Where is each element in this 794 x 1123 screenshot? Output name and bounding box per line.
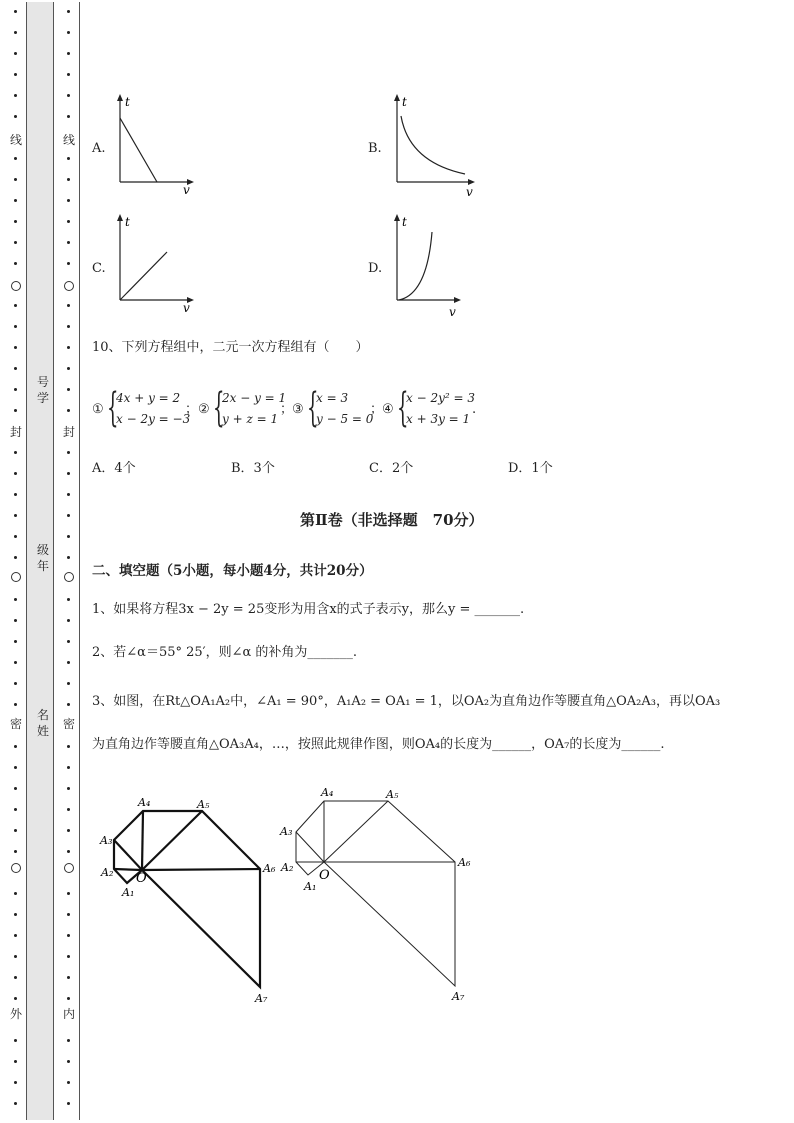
binding-dot bbox=[14, 1102, 17, 1105]
part-2-title: 第Ⅱ卷（非选择题 70分） bbox=[300, 511, 484, 529]
binding-dot bbox=[14, 262, 17, 265]
fig2-label-a1: A₁ bbox=[304, 880, 317, 893]
binding-dot bbox=[14, 241, 17, 244]
system-4-eq2: x + 3y = 1 bbox=[406, 412, 471, 426]
graph-c-xlabel: v bbox=[183, 301, 190, 315]
question-10-option-c: C．2个 bbox=[369, 461, 414, 476]
binding-dot bbox=[67, 52, 70, 55]
system-1-eq2: x − 2y = −3 bbox=[116, 412, 191, 426]
binding-dot bbox=[67, 31, 70, 34]
graph-b-xlabel: v bbox=[466, 185, 473, 199]
field-grade: 级年 bbox=[36, 543, 49, 573]
system-2-eq2: y + z = 1 bbox=[222, 412, 279, 426]
graph-c bbox=[110, 212, 200, 322]
fig2-label-a3: A₃ bbox=[280, 825, 293, 838]
binding-dot bbox=[14, 766, 17, 769]
graph-d-curve bbox=[399, 232, 432, 300]
graph-c-curve bbox=[120, 252, 167, 300]
system-4-number: ④ bbox=[382, 402, 394, 417]
binding-dot bbox=[67, 619, 70, 622]
fig2-label-a7: A₇ bbox=[452, 990, 465, 1003]
system-1-brace: { bbox=[107, 385, 119, 431]
fig1-label-a1: A₁ bbox=[122, 886, 135, 899]
binding-dot bbox=[14, 199, 17, 202]
system-4-eq1: x − 2y² = 3 bbox=[406, 391, 475, 405]
system-1-number: ① bbox=[92, 402, 104, 417]
inner-char-3: 密 bbox=[62, 717, 75, 731]
binding-dot bbox=[14, 850, 17, 853]
binding-dot bbox=[67, 409, 70, 412]
binding-dot bbox=[14, 304, 17, 307]
binding-dot bbox=[14, 1060, 17, 1063]
fig1-label-a3: A₃ bbox=[100, 834, 113, 847]
binding-dot bbox=[67, 115, 70, 118]
binding-dot bbox=[14, 745, 17, 748]
system-2-brace: { bbox=[213, 385, 225, 431]
fill-question-3-line-1: 3、如图，在Rt△OA₁A₂中，∠A₁ = 90°，A₁A₂ = OA₁ = 1，以OA₂为直角边作等腰直角△OA₂A₃，再以OA₃ bbox=[92, 694, 721, 709]
binding-dot bbox=[14, 220, 17, 223]
fig1-label-o: O bbox=[136, 871, 147, 886]
spiral-figure-bold bbox=[90, 790, 293, 1005]
graph-c-ylabel: t bbox=[125, 215, 130, 229]
question-10-option-a: A．4个 bbox=[92, 461, 136, 476]
binding-dot bbox=[14, 346, 17, 349]
binding-dot bbox=[67, 766, 70, 769]
binding-dot bbox=[67, 703, 70, 706]
binding-dot bbox=[14, 514, 17, 517]
section-2-title: 二、填空题（5小题，每小题4分，共计20分） bbox=[92, 563, 373, 579]
fig1-label-a5: A₅ bbox=[197, 798, 210, 811]
outer-char-1: 线 bbox=[9, 133, 22, 147]
binding-dot bbox=[67, 199, 70, 202]
binding-dot bbox=[14, 367, 17, 370]
graph-a-ylabel: t bbox=[125, 95, 130, 109]
fig1-label-a6: A₆ bbox=[263, 862, 276, 875]
spiral-figure-thin bbox=[276, 780, 486, 1005]
binding-dot bbox=[67, 913, 70, 916]
graph-option-a-letter: A. bbox=[92, 141, 106, 156]
binding-dot bbox=[67, 745, 70, 748]
binding-dot bbox=[67, 892, 70, 895]
inner-char-4: 内 bbox=[62, 1007, 75, 1021]
fig1-label-a4: A₄ bbox=[138, 796, 151, 809]
binding-dot bbox=[14, 934, 17, 937]
binding-dot bbox=[67, 157, 70, 160]
graph-option-b-letter: B. bbox=[368, 141, 382, 156]
graph-d-xlabel: v bbox=[449, 305, 456, 319]
binding-hole bbox=[64, 572, 74, 582]
binding-dot bbox=[14, 472, 17, 475]
binding-dot bbox=[14, 73, 17, 76]
binding-dot bbox=[67, 241, 70, 244]
fig1-label-a2: A₂ bbox=[101, 866, 114, 879]
graph-a-curve bbox=[120, 118, 157, 182]
fig2-label-a2: A₂ bbox=[281, 861, 294, 874]
fig2-label-a6: A₆ bbox=[458, 856, 471, 869]
graph-option-c-letter: C. bbox=[92, 261, 106, 276]
binding-dot bbox=[14, 388, 17, 391]
graph-a-xlabel: v bbox=[183, 183, 190, 197]
binding-dot bbox=[14, 619, 17, 622]
binding-dot bbox=[14, 10, 17, 13]
question-10-option-d: D．1个 bbox=[508, 461, 553, 476]
binding-dot bbox=[67, 346, 70, 349]
graph-d bbox=[387, 212, 472, 322]
binding-dot bbox=[67, 829, 70, 832]
binding-dot bbox=[67, 934, 70, 937]
binding-dot bbox=[67, 325, 70, 328]
binding-dot bbox=[67, 493, 70, 496]
binding-dot bbox=[14, 157, 17, 160]
system-1-separator: ； bbox=[185, 402, 199, 417]
binding-dot bbox=[14, 892, 17, 895]
binding-dot bbox=[67, 220, 70, 223]
fig2-label-a5: A₅ bbox=[386, 788, 399, 801]
binding-dot bbox=[67, 178, 70, 181]
binding-dot bbox=[14, 682, 17, 685]
binding-dot bbox=[67, 472, 70, 475]
binding-dot bbox=[14, 409, 17, 412]
binding-dot bbox=[67, 808, 70, 811]
binding-dot bbox=[67, 1039, 70, 1042]
binding-dot bbox=[14, 325, 17, 328]
binding-dot bbox=[14, 829, 17, 832]
binding-dot bbox=[14, 556, 17, 559]
binding-dot bbox=[14, 1039, 17, 1042]
binding-dot bbox=[67, 997, 70, 1000]
binding-dot bbox=[14, 535, 17, 538]
graph-a bbox=[110, 92, 200, 202]
binding-dot bbox=[14, 913, 17, 916]
system-3-eq2: y − 5 = 0 bbox=[316, 412, 374, 426]
binding-dot bbox=[67, 640, 70, 643]
field-name: 名姓 bbox=[36, 708, 49, 738]
fig2-label-o: O bbox=[319, 868, 330, 883]
binding-dot bbox=[67, 388, 70, 391]
system-2-number: ② bbox=[198, 402, 210, 417]
binding-hole bbox=[11, 863, 21, 873]
binding-dot bbox=[14, 115, 17, 118]
graph-b bbox=[387, 92, 482, 202]
system-2-separator: ； bbox=[280, 402, 294, 417]
binding-dot bbox=[67, 451, 70, 454]
binding-dot bbox=[67, 73, 70, 76]
binding-dot bbox=[67, 787, 70, 790]
binding-dot bbox=[67, 850, 70, 853]
fill-question-3-line-2: 为直角边作等腰直角△OA₃A₄，…，按照此规律作图，则OA₄的长度为______，OA₇的长度为______. bbox=[92, 737, 665, 752]
system-2-eq1: 2x − y = 1 bbox=[222, 391, 287, 405]
binding-hole bbox=[11, 281, 21, 291]
binding-dot bbox=[67, 535, 70, 538]
binding-dot bbox=[67, 514, 70, 517]
binding-hole bbox=[64, 281, 74, 291]
binding-dot bbox=[14, 955, 17, 958]
system-3-brace: { bbox=[307, 385, 319, 431]
binding-dot bbox=[67, 262, 70, 265]
fill-question-1: 1、如果将方程3x − 2y = 25变形为用含x的式子表示y，那么y = _______. bbox=[92, 602, 525, 617]
graph-d-ylabel: t bbox=[402, 215, 407, 229]
graph-b-ylabel: t bbox=[402, 95, 407, 109]
binding-dot bbox=[14, 52, 17, 55]
binding-dot bbox=[67, 1060, 70, 1063]
system-4-brace: { bbox=[397, 385, 409, 431]
binding-dot bbox=[67, 94, 70, 97]
outer-char-2: 封 bbox=[9, 425, 22, 439]
inner-char-1: 线 bbox=[62, 133, 75, 147]
question-10-stem: 10、下列方程组中，二元一次方程组有（ ） bbox=[92, 340, 369, 355]
binding-hole bbox=[64, 863, 74, 873]
fig2-label-a4: A₄ bbox=[321, 786, 334, 799]
binding-dot bbox=[14, 787, 17, 790]
binding-dot bbox=[67, 976, 70, 979]
binding-dot bbox=[14, 493, 17, 496]
outer-char-3: 密 bbox=[9, 717, 22, 731]
binding-dot bbox=[67, 10, 70, 13]
binding-dot bbox=[67, 682, 70, 685]
system-3-eq1: x = 3 bbox=[316, 391, 349, 405]
binding-dot bbox=[67, 1081, 70, 1084]
system-3-separator: ； bbox=[370, 402, 384, 417]
binding-hole bbox=[11, 572, 21, 582]
binding-dot bbox=[14, 178, 17, 181]
fill-question-2: 2、若∠α＝55° 25′，则∠α 的补角为_______. bbox=[92, 645, 358, 660]
binding-dot bbox=[67, 661, 70, 664]
binding-dot bbox=[14, 997, 17, 1000]
binding-dot bbox=[67, 367, 70, 370]
binding-dot bbox=[67, 598, 70, 601]
fig1-label-a7: A₇ bbox=[255, 992, 268, 1005]
system-4-separator: . bbox=[472, 402, 477, 417]
binding-dot bbox=[14, 703, 17, 706]
binding-dot bbox=[14, 808, 17, 811]
outer-char-4: 外 bbox=[9, 1007, 22, 1021]
system-1-eq1: 4x + y = 2 bbox=[116, 391, 181, 405]
binding-dot bbox=[14, 451, 17, 454]
system-3-number: ③ bbox=[292, 402, 304, 417]
graph-b-curve bbox=[401, 116, 465, 174]
binding-dot bbox=[14, 976, 17, 979]
inner-char-2: 封 bbox=[62, 425, 75, 439]
binding-dot bbox=[67, 304, 70, 307]
binding-margin-inner-border bbox=[79, 2, 80, 1120]
binding-dot bbox=[14, 640, 17, 643]
question-10-option-b: B．3个 bbox=[231, 461, 275, 476]
field-student-number: 号学 bbox=[36, 375, 49, 405]
binding-dot bbox=[14, 661, 17, 664]
binding-dot bbox=[67, 1102, 70, 1105]
binding-dot bbox=[67, 556, 70, 559]
binding-dot bbox=[14, 1081, 17, 1084]
graph-option-d-letter: D. bbox=[368, 261, 383, 276]
binding-dot bbox=[14, 94, 17, 97]
binding-dot bbox=[14, 598, 17, 601]
binding-dot bbox=[14, 31, 17, 34]
binding-dot bbox=[67, 955, 70, 958]
